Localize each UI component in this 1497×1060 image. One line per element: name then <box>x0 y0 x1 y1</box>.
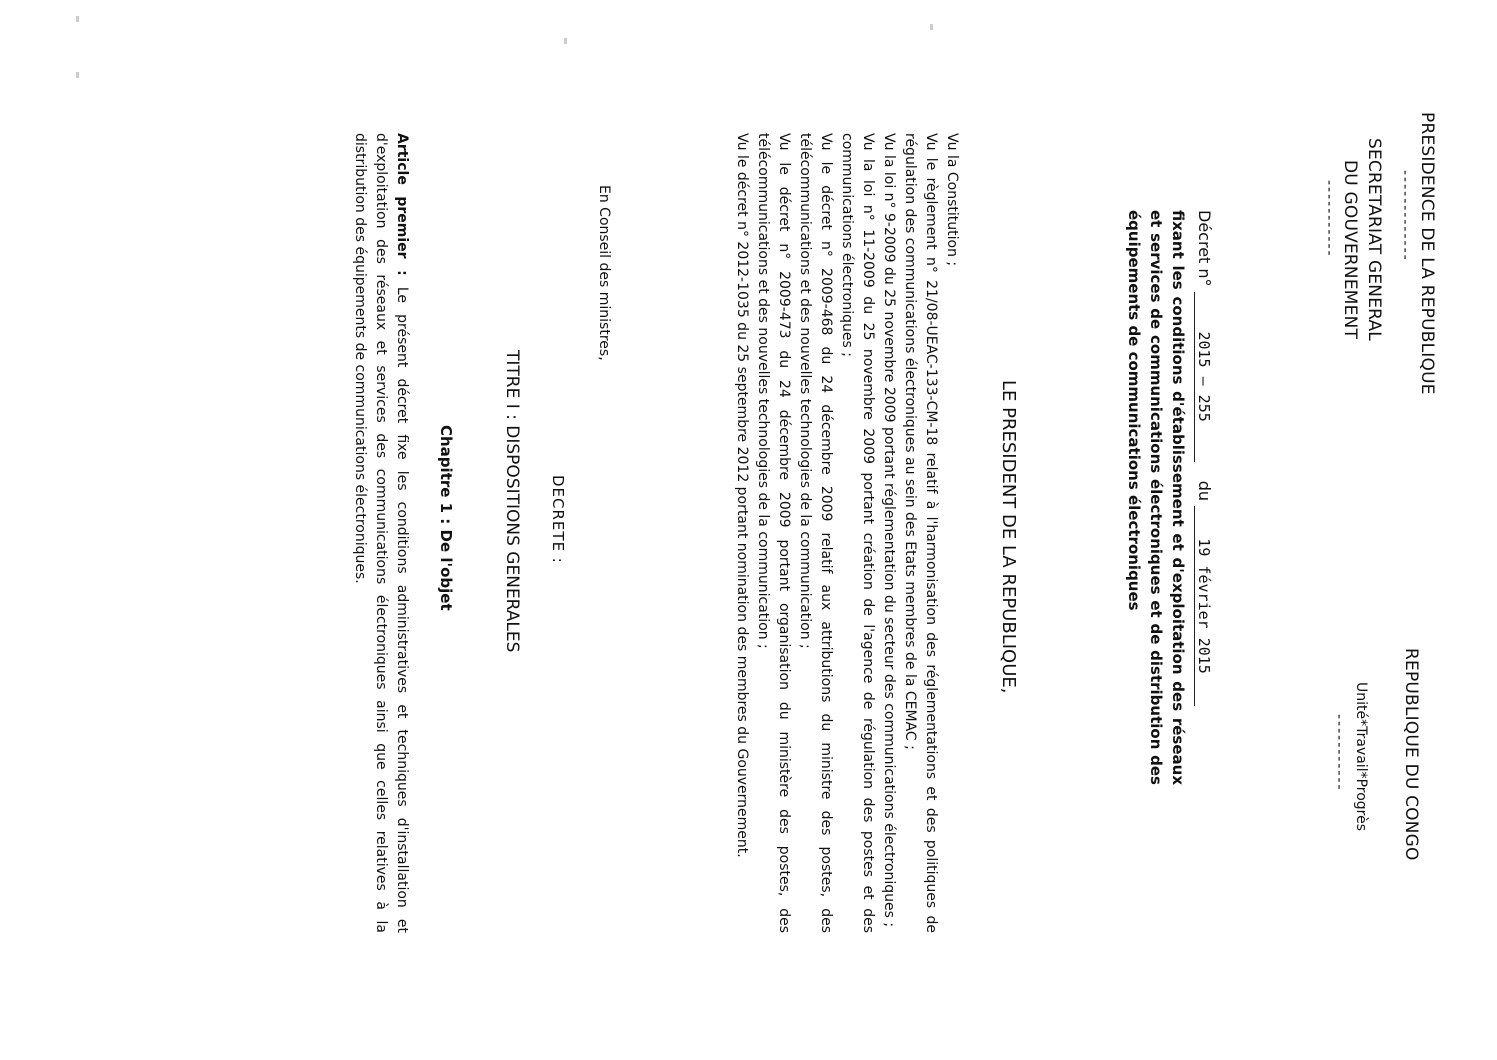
scan-speck <box>930 24 933 30</box>
header-divider: ----------- <box>1321 180 1337 258</box>
article-label: Article premier : <box>394 133 410 276</box>
decree-du: du <box>1195 480 1214 502</box>
presidence-heading: PRESIDENCE DE LA REPUBLIQUE <box>1417 112 1437 395</box>
vu-item: Vu le décret n° 2009-473 du 24 décembre 2009 portant organisation du ministère des postes, des télécommunications et des nouvelles technologies de la communication ; <box>755 133 792 933</box>
vu-item: Vu la loi n° 9-2009 du 25 novembre 2009 portant réglementation du secteur des communications électroniques ; <box>881 133 897 928</box>
decree-date: 19 février 2015 <box>1194 506 1213 706</box>
decree-number: 2015 – 255 <box>1194 292 1213 462</box>
article-text: Le présent décret fixe les conditions administratives et techniques d'installation et d'exploitation des réseaux et services des communications électroniques ainsi que celles relatives à la distribution des équipements de communications électroniques. <box>352 133 410 934</box>
article-premier <box>349 133 412 933</box>
decree-subject: fixant les conditions d'établissement et d'exploitation des réseaux et services de communications électroniques et de distribution des équipements de communications électroniques <box>1125 210 1187 785</box>
vu-item: Vu le décret n° 2012-1035 du 25 septembre 2012 portant nomination des membres du Gouvernement. <box>734 133 750 858</box>
decree-prefix: Décret n° <box>1195 210 1214 287</box>
motto: Unité*Travail*Progrès <box>1353 682 1369 832</box>
vu-list <box>731 133 962 933</box>
gouvernement-heading: DU GOUVERNEMENT <box>1340 160 1360 340</box>
vu-item: Vu le règlement n° 21/08-UEAC-133-CM-18 relatif à l'harmonisation des réglementations et des politiques de régulation des communications électroniques au sein des Etats membres de la CEMAC ; <box>902 133 939 933</box>
president-heading: LE PRESIDENT DE LA REPUBLIQUE, <box>998 380 1019 694</box>
header-divider: ----------- <box>1331 714 1347 792</box>
decrete-heading: DECRETE : <box>549 475 567 564</box>
titre-heading: TITRE I : DISPOSITIONS GENERALES <box>502 350 522 653</box>
vu-item: Vu le décret n° 2009-468 du 24 décembre 2009 relatif aux attributions du ministre des postes, des télécommunications et des nouvelles technologies de la communication ; <box>797 133 834 933</box>
scan-speck <box>76 72 79 78</box>
scan-speck <box>76 16 79 22</box>
conseil-line: En Conseil des ministres, <box>596 185 612 361</box>
republique-heading: REPUBLIQUE DU CONGO <box>1401 648 1421 861</box>
vu-item: Vu la Constitution ; <box>944 133 960 267</box>
vu-item: Vu la loi n° 11-2009 du 25 novembre 2009 portant création de l'agence de régulation des postes et des communications électroniques ; <box>839 133 876 933</box>
decree-number-line <box>1194 210 1214 950</box>
header-divider: ------------- <box>1397 170 1413 262</box>
chapitre-heading: Chapitre 1 : De l'objet <box>437 425 455 611</box>
scan-speck <box>564 38 567 44</box>
secretariat-heading: SECRETARIAT GENERAL <box>1364 138 1384 341</box>
